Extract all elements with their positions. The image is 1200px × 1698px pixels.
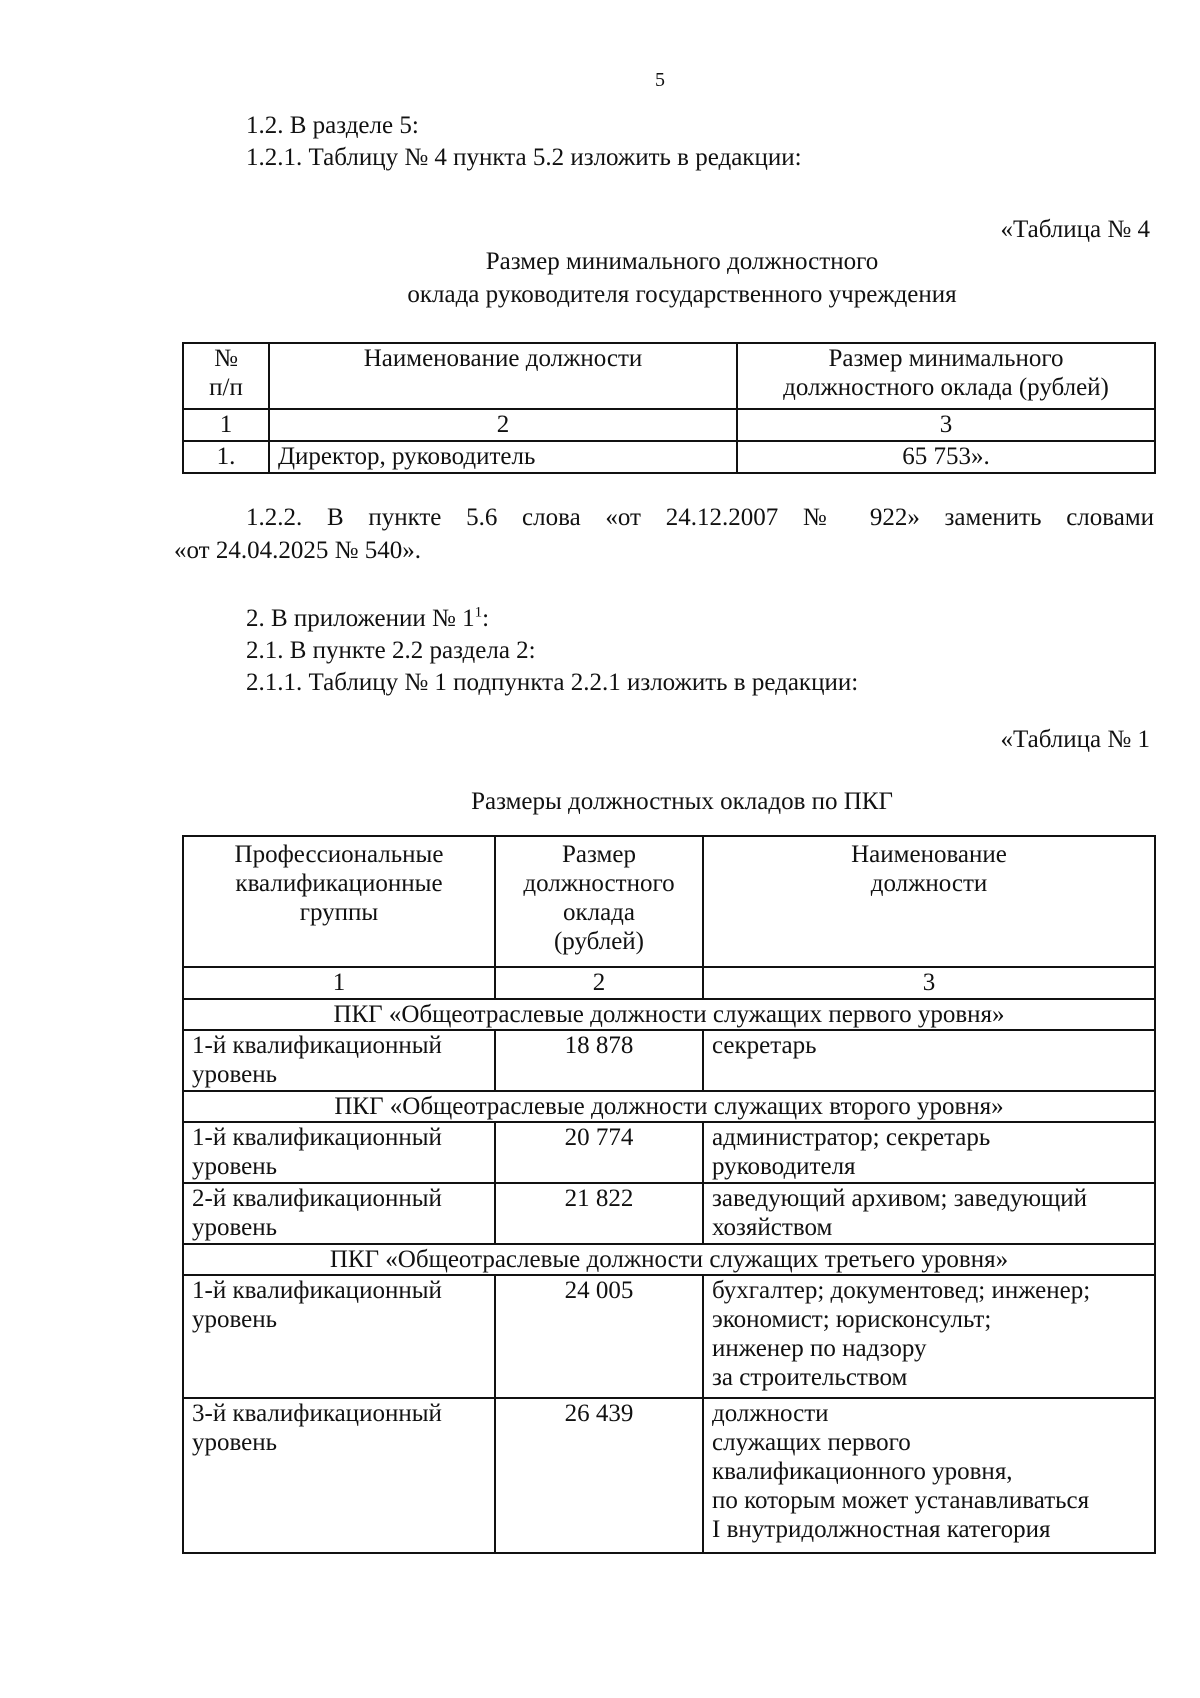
table-4-row-name: Директор, руководитель (269, 441, 737, 473)
header-line: Профессиональные (234, 841, 444, 868)
header-line: должностного (523, 870, 675, 897)
position-line: инженер по надзору (712, 1335, 927, 1362)
section-2-heading-superscript: 1 (474, 604, 483, 621)
table-1-header-salary (495, 836, 703, 967)
table-1-col-number-1: 1 (183, 967, 495, 999)
table-row (183, 441, 1155, 473)
table-1-header-position (703, 836, 1155, 967)
table-4-header-number-line-2: п/п (209, 374, 243, 401)
table-4-title-line-1: Размер минимального должностного (485, 248, 879, 275)
table-4-header-size-line-1: Размер минимального (828, 345, 1064, 372)
level-cell (183, 1122, 495, 1183)
level-line: уровень (192, 1214, 278, 1241)
position-line: по которым может устанавливаться (712, 1487, 1090, 1514)
paragraph-1-2-2-line-2: «от 24.04.2025 № 540». (174, 537, 421, 564)
position-line: экономист; юрисконсульт; (712, 1306, 992, 1333)
position-line: секретарь (712, 1032, 817, 1059)
table-1-col-number-2: 2 (495, 967, 703, 999)
level-cell (183, 1030, 495, 1091)
position-line: квалификационного уровня, (712, 1458, 1013, 1485)
table-4-col-number-3: 3 (737, 409, 1155, 441)
level-cell (183, 1275, 495, 1398)
positions-cell (703, 1398, 1155, 1553)
table-1-group-row (183, 1244, 1155, 1275)
salary-cell: 18 878 (495, 1030, 703, 1091)
table-4-title-line-2: оклада руководителя государственного учреждения (407, 281, 957, 308)
level-line: уровень (192, 1153, 278, 1180)
paragraph-1-2-2-line-1 (246, 502, 1154, 534)
paragraph-word: 1.2.2. (246, 504, 303, 531)
paragraph-word: «от (605, 504, 641, 531)
position-line: бухгалтер; документовед; инженер; (712, 1277, 1091, 1304)
table-4-column-number-row (183, 409, 1155, 441)
table-1-column-number-row (183, 967, 1155, 999)
table-4-header-name: Наименование должности (269, 343, 737, 409)
position-line: администратор; секретарь (712, 1124, 991, 1151)
table-4-col-number-1: 1 (183, 409, 269, 441)
position-line: хозяйством (712, 1214, 833, 1241)
salary-cell: 21 822 (495, 1183, 703, 1244)
position-line: заведующий архивом; заведующий (712, 1185, 1087, 1212)
position-line: I внутридолжностная категория (712, 1516, 1051, 1543)
group-title: ПКГ «Общеотраслевые должности служащих второго уровня» (183, 1091, 1155, 1122)
level-line: 1-й квалификационный (192, 1124, 442, 1151)
table-4 (182, 342, 1156, 474)
positions-cell (703, 1275, 1155, 1398)
level-line: уровень (192, 1306, 278, 1333)
salary-cell: 26 439 (495, 1398, 703, 1553)
header-line: (рублей) (553, 928, 645, 955)
salary-cell: 24 005 (495, 1275, 703, 1398)
paragraph-word: № 922» (802, 504, 920, 531)
group-title: ПКГ «Общеотраслевые должности служащих первого уровня» (183, 999, 1155, 1030)
table-1-header-row (183, 836, 1155, 967)
level-line: 2-й квалификационный (192, 1185, 442, 1212)
header-line: группы (299, 899, 379, 926)
position-line: должности (712, 1400, 829, 1427)
header-line: квалификационные (235, 870, 443, 897)
table-row (183, 1398, 1155, 1553)
level-cell (183, 1398, 495, 1553)
paragraph-word: 24.12.2007 (665, 504, 779, 531)
table-1-group-row (183, 999, 1155, 1030)
header-line: Наименование (851, 841, 1007, 868)
section-2-heading-colon: : (482, 605, 490, 632)
paragraph-word: словами (1066, 504, 1155, 531)
level-line: уровень (192, 1429, 278, 1456)
salary-cell: 20 774 (495, 1122, 703, 1183)
position-line: за строительством (712, 1364, 908, 1391)
table-1-caption: «Таблица № 1 (1000, 726, 1150, 753)
table-row (183, 1275, 1155, 1398)
section-2-1-heading: 2.1. В пункте 2.2 раздела 2: (246, 637, 536, 664)
positions-cell (703, 1030, 1155, 1091)
table-4-header-row (183, 343, 1155, 409)
table-4-header-size (737, 343, 1155, 409)
paragraph-word: В (326, 504, 344, 531)
table-1-title: Размеры должностных окладов по ПКГ (471, 788, 893, 815)
position-line: руководителя (712, 1153, 856, 1180)
table-4-header-size-line-2: должностного оклада (рублей) (783, 374, 1109, 401)
section-1-heading: 1.2. В разделе 5: (246, 112, 419, 139)
table-4-header-number (183, 343, 269, 409)
table-1-header-groups (183, 836, 495, 967)
page-number: 5 (655, 69, 665, 91)
group-title: ПКГ «Общеотраслевые должности служащих третьего уровня» (183, 1244, 1155, 1275)
level-line: 1-й квалификационный (192, 1277, 442, 1304)
paragraph-word: слова (522, 504, 581, 531)
table-row (183, 1183, 1155, 1244)
table-4-row-number: 1. (183, 441, 269, 473)
paragraph-word: заменить (944, 504, 1042, 531)
level-line: уровень (192, 1061, 278, 1088)
header-line: Размер (562, 841, 636, 868)
table-1 (182, 835, 1156, 1554)
table-row (183, 1030, 1155, 1091)
position-line: служащих первого (712, 1429, 911, 1456)
level-line: 1-й квалификационный (192, 1032, 442, 1059)
table-4-header-number-line-1: № (214, 345, 238, 372)
positions-cell (703, 1122, 1155, 1183)
table-4-caption: «Таблица № 4 (1000, 216, 1150, 243)
table-1-col-number-3: 3 (703, 967, 1155, 999)
table-1-group-row (183, 1091, 1155, 1122)
paragraph-word: 5.6 (466, 504, 498, 531)
paragraph-word: пункте (368, 504, 442, 531)
level-line: 3-й квалификационный (192, 1400, 442, 1427)
header-line: должности (870, 870, 988, 897)
section-2-heading (246, 603, 489, 635)
table-row (183, 1122, 1155, 1183)
section-2-1-1-instruction: 2.1.1. Таблицу № 1 подпункта 2.2.1 изложить в редакции: (246, 669, 859, 696)
table-4-row-salary: 65 753». (737, 441, 1155, 473)
level-cell (183, 1183, 495, 1244)
section-2-heading-text: 2. В приложении № 1 (246, 605, 475, 632)
section-1-instruction: 1.2.1. Таблицу № 4 пункта 5.2 изложить в редакции: (246, 144, 802, 171)
table-4-col-number-2: 2 (269, 409, 737, 441)
positions-cell (703, 1183, 1155, 1244)
header-line: оклада (562, 899, 636, 926)
